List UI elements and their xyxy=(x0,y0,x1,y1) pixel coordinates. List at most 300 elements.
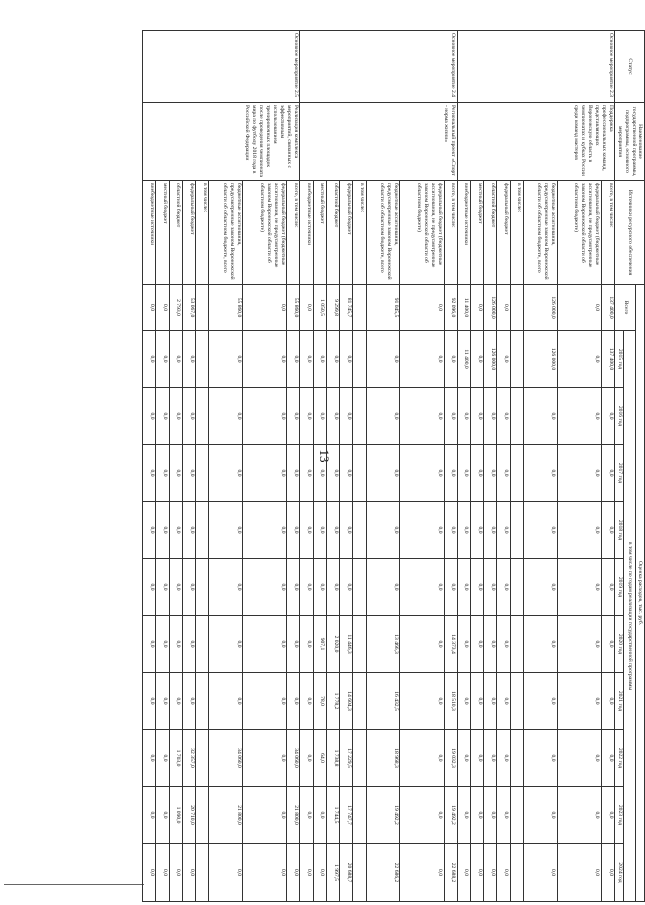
cell-year-value: 0,0 xyxy=(400,787,444,844)
cell-total: 0,0 xyxy=(470,285,483,331)
cell-year-value: 0,0 xyxy=(497,787,510,844)
group-status: Основное мероприятие 2.5 xyxy=(143,31,300,103)
cell-year-value: 0,0 xyxy=(243,787,287,844)
cell-year-value xyxy=(196,616,209,673)
cell-year-value: 0,0 xyxy=(444,559,457,616)
cell-year-value: 0,0 xyxy=(182,331,195,388)
cell-year-value: 0,0 xyxy=(457,787,470,844)
cell-year-value: 18 510,3 xyxy=(444,673,457,730)
cell-year-value xyxy=(510,673,523,730)
cell-year-value: 0,0 xyxy=(557,673,601,730)
cell-year-value: 14 604,3 xyxy=(340,673,353,730)
header-year: 2022 год xyxy=(615,730,624,787)
header-status: Статус xyxy=(615,31,645,103)
funding-source: внебюджетные источники xyxy=(300,181,313,285)
cell-year-value: 20 710,0 xyxy=(182,787,195,844)
cell-year-value: 0,0 xyxy=(523,730,557,787)
cell-total: 55 860,0 xyxy=(287,285,300,331)
cell-year-value: 0,0 xyxy=(243,673,287,730)
cell-year-value: 0,0 xyxy=(287,559,300,616)
funding-source: федеральный бюджет (бюджетные ассигнования, не предусмотренные законом Воронежской области об областном бюджете) xyxy=(243,181,287,285)
cell-year-value: 0,0 xyxy=(300,445,313,502)
cell-year-value: 0,0 xyxy=(243,502,287,559)
cell-total: 0,0 xyxy=(143,285,156,331)
cell-year-value: 0,0 xyxy=(444,445,457,502)
cell-year-value: 0,0 xyxy=(169,616,182,673)
cell-year-value: 0,0 xyxy=(340,445,353,502)
cell-year-value: 0,0 xyxy=(143,787,156,844)
table-row xyxy=(601,31,614,902)
budget-table xyxy=(142,30,645,902)
funding-source: областной бюджет xyxy=(484,181,497,285)
cell-year-value: 0,0 xyxy=(300,787,313,844)
cell-total xyxy=(510,285,523,331)
cell-year-value: 17 229,5 xyxy=(340,730,353,787)
cell-total: 126 000,0 xyxy=(523,285,557,331)
cell-year-value: 0,0 xyxy=(457,730,470,787)
cell-year-value: 0,0 xyxy=(457,844,470,902)
cell-year-value: 0,0 xyxy=(557,616,601,673)
cell-year-value: 0,0 xyxy=(326,502,339,559)
cell-total: 126 000,0 xyxy=(484,285,497,331)
funding-source: всего, в том числе: xyxy=(444,181,457,285)
cell-total: 0,0 xyxy=(156,285,169,331)
cell-year-value: 0,0 xyxy=(209,502,243,559)
cell-year-value: 0,0 xyxy=(156,388,169,445)
cell-year-value: 0,0 xyxy=(400,388,444,445)
cell-year-value: 0,0 xyxy=(366,445,400,502)
cell-year-value xyxy=(510,616,523,673)
cell-year-value: 0,0 xyxy=(400,445,444,502)
cell-year-value: 0,0 xyxy=(243,445,287,502)
cell-year-value: 0,0 xyxy=(484,730,497,787)
cell-year-value: 0,0 xyxy=(340,331,353,388)
funding-source: в том числе: xyxy=(353,181,366,285)
header-year: 2020 год xyxy=(615,616,624,673)
cell-year-value xyxy=(196,730,209,787)
cell-year-value: 0,0 xyxy=(557,559,601,616)
cell-year-value: 0,0 xyxy=(243,559,287,616)
cell-year-value: 17 747,7 xyxy=(340,787,353,844)
cell-year-value: 0,0 xyxy=(182,673,195,730)
cell-year-value: 0,0 xyxy=(557,844,601,902)
cell-year-value: 0,0 xyxy=(470,616,483,673)
cell-year-value: 34 060,0 xyxy=(209,730,243,787)
cell-year-value: 0,0 xyxy=(470,787,483,844)
cell-year-value: 0,0 xyxy=(300,502,313,559)
cell-year-value: 0,0 xyxy=(484,787,497,844)
cell-year-value: 0,0 xyxy=(523,844,557,902)
cell-year-value: 0,0 xyxy=(497,388,510,445)
cell-year-value xyxy=(510,331,523,388)
cell-year-value: 34 060,0 xyxy=(287,730,300,787)
group-status: Основное мероприятие 2.3 xyxy=(457,31,614,103)
cell-year-value: 0,0 xyxy=(287,502,300,559)
group-name: Региональный проект «Спорт - норма жизни» xyxy=(300,103,457,181)
cell-year-value: 0,0 xyxy=(209,616,243,673)
cell-year-value: 0,0 xyxy=(470,673,483,730)
funding-source: внебюджетные источники xyxy=(457,181,470,285)
cell-year-value xyxy=(510,844,523,902)
funding-source: федеральный бюджет (бюджетные ассигнования, не предусмотренные законом Воронежской области об областном бюджете) xyxy=(400,181,444,285)
cell-year-value: 18 968,3 xyxy=(366,730,400,787)
cell-year-value: 0,0 xyxy=(340,502,353,559)
funding-source: местный бюджет xyxy=(470,181,483,285)
cell-total: 11 400,0 xyxy=(457,285,470,331)
cell-year-value: 0,0 xyxy=(169,673,182,730)
cell-year-value: 13 466,3 xyxy=(366,616,400,673)
cell-year-value xyxy=(196,388,209,445)
cell-year-value: 1 778,2 xyxy=(326,673,339,730)
cell-year-value: 1 997,5 xyxy=(326,844,339,902)
funding-source: бюджетные ассигнования, предусмотренные законом Воронежской области об областном бюджете, всего xyxy=(523,181,557,285)
cell-year-value: 0,0 xyxy=(209,844,243,902)
cell-year-value: 21 800,0 xyxy=(287,787,300,844)
cell-year-value: 0,0 xyxy=(484,559,497,616)
cell-year-value: 0,0 xyxy=(470,331,483,388)
funding-source: федеральный бюджет xyxy=(182,181,195,285)
header-total: Всего xyxy=(615,285,636,331)
cell-year-value: 0,0 xyxy=(300,673,313,730)
cell-year-value: 0,0 xyxy=(497,730,510,787)
cell-year-value: 0,0 xyxy=(601,844,614,902)
cell-year-value: 0,0 xyxy=(484,388,497,445)
cell-year-value: 0,0 xyxy=(444,331,457,388)
header-year: 2017 год xyxy=(615,445,624,502)
cell-year-value: 0,0 xyxy=(601,445,614,502)
cell-year-value: 0,0 xyxy=(601,559,614,616)
cell-year-value: 0,0 xyxy=(326,559,339,616)
cell-year-value xyxy=(196,844,209,902)
cell-year-value: 0,0 xyxy=(523,445,557,502)
cell-year-value: 0,0 xyxy=(366,388,400,445)
cell-year-value: 0,0 xyxy=(209,673,243,730)
header-estimate: Оценка расходов, тыс. руб. xyxy=(636,285,645,902)
cell-year-value: 0,0 xyxy=(470,844,483,902)
funding-source: бюджетные ассигнования, предусмотренные законом Воронежской области об областном бюджете, всего xyxy=(209,181,243,285)
funding-source: всего, в том числе: xyxy=(601,181,614,285)
cell-total: 1 050,5 xyxy=(313,285,326,331)
cell-year-value: 1 703,0 xyxy=(169,730,182,787)
cell-year-value: 0,0 xyxy=(484,673,497,730)
cell-year-value: 0,0 xyxy=(243,730,287,787)
cell-total: 0,0 xyxy=(300,285,313,331)
cell-year-value: 0,0 xyxy=(287,616,300,673)
cell-year-value: 11 446,3 xyxy=(340,616,353,673)
page-number: 13 xyxy=(317,449,332,463)
cell-year-value: 0,0 xyxy=(300,559,313,616)
cell-year-value: 0,0 xyxy=(523,673,557,730)
cell-year-value: 0,0 xyxy=(601,787,614,844)
cell-year-value: 0,0 xyxy=(313,844,326,902)
cell-year-value: 0,0 xyxy=(557,331,601,388)
cell-year-value xyxy=(353,616,366,673)
cell-year-value: 0,0 xyxy=(156,673,169,730)
cell-year-value: 0,0 xyxy=(444,388,457,445)
cell-year-value: 0,0 xyxy=(182,445,195,502)
cell-year-value: 0,0 xyxy=(523,388,557,445)
funding-source: в том числе: xyxy=(196,181,209,285)
cell-year-value: 0,0 xyxy=(287,844,300,902)
cell-year-value xyxy=(196,673,209,730)
funding-source: местный бюджет xyxy=(156,181,169,285)
cell-year-value: 0,0 xyxy=(143,331,156,388)
rotated-table-container xyxy=(145,30,645,900)
cell-year-value: 0,0 xyxy=(300,730,313,787)
cell-year-value xyxy=(196,331,209,388)
cell-year-value: 0,0 xyxy=(400,844,444,902)
cell-total: 0,0 xyxy=(243,285,287,331)
cell-year-value: 0,0 xyxy=(484,616,497,673)
cell-year-value: 0,0 xyxy=(143,844,156,902)
cell-year-value: 0,0 xyxy=(313,502,326,559)
cell-year-value: 0,0 xyxy=(156,331,169,388)
cell-year-value: 22 688,2 xyxy=(444,844,457,902)
cell-year-value: 19 492,2 xyxy=(444,787,457,844)
cell-year-value: 0,0 xyxy=(601,388,614,445)
cell-year-value: 0,0 xyxy=(209,559,243,616)
cell-year-value: 0,0 xyxy=(400,331,444,388)
cell-year-value: 0,0 xyxy=(497,559,510,616)
cell-year-value: 0,0 xyxy=(523,559,557,616)
cell-year-value: 0,0 xyxy=(156,559,169,616)
cell-year-value: 0,0 xyxy=(169,502,182,559)
cell-year-value: 0,0 xyxy=(169,445,182,502)
cell-year-value xyxy=(353,673,366,730)
header-year: 2021 год xyxy=(615,673,624,730)
cell-year-value xyxy=(353,388,366,445)
funding-source: федеральный бюджет xyxy=(497,181,510,285)
cell-year-value: 0,0 xyxy=(287,673,300,730)
cell-year-value xyxy=(510,787,523,844)
cell-year-value: 0,0 xyxy=(444,502,457,559)
cell-year-value xyxy=(196,787,209,844)
cell-year-value xyxy=(196,559,209,616)
cell-year-value: 14 373,4 xyxy=(444,616,457,673)
header-source: Источники ресурсного обеспечения xyxy=(615,181,645,285)
cell-year-value: 0,0 xyxy=(497,502,510,559)
cell-year-value: 0,0 xyxy=(523,616,557,673)
header-year: 2023 год xyxy=(615,787,624,844)
cell-year-value: 0,0 xyxy=(313,445,326,502)
cell-year-value: 0,0 xyxy=(243,331,287,388)
group-name: Реализация комплекса мероприятий, связанных с эффективным использованием тренировочных площадок после проведения чемпионата мира по футболу 2018 года в Российской Федерации xyxy=(143,103,300,181)
cell-year-value: 0,0 xyxy=(470,730,483,787)
cell-total: 81 745,7 xyxy=(340,285,353,331)
cell-year-value: 0,0 xyxy=(523,502,557,559)
cell-year-value: 0,0 xyxy=(326,445,339,502)
cell-year-value: 0,0 xyxy=(470,559,483,616)
cell-year-value: 0,0 xyxy=(557,787,601,844)
cell-year-value: 0,0 xyxy=(470,388,483,445)
cell-year-value: 0,0 xyxy=(143,673,156,730)
cell-year-value: 0,0 xyxy=(209,445,243,502)
cell-year-value: 0,0 xyxy=(300,616,313,673)
cell-year-value: 0,0 xyxy=(484,445,497,502)
cell-total: 2 793,0 xyxy=(169,285,182,331)
cell-year-value: 1 738,8 xyxy=(326,730,339,787)
cell-year-value xyxy=(510,559,523,616)
cell-year-value: 0,0 xyxy=(326,331,339,388)
cell-year-value: 137 400,0 xyxy=(601,331,614,388)
cell-year-value: 0,0 xyxy=(523,787,557,844)
cell-year-value: 78,0 xyxy=(313,673,326,730)
cell-year-value: 0,0 xyxy=(243,616,287,673)
cell-year-value: 0,0 xyxy=(182,616,195,673)
cell-year-value: 0,0 xyxy=(169,331,182,388)
cell-year-value: 0,0 xyxy=(557,388,601,445)
cell-year-value: 0,0 xyxy=(287,331,300,388)
cell-year-value: 0,0 xyxy=(497,616,510,673)
cell-year-value: 32 357,0 xyxy=(182,730,195,787)
cell-year-value: 0,0 xyxy=(557,730,601,787)
cell-year-value xyxy=(196,502,209,559)
cell-year-value: 0,0 xyxy=(400,502,444,559)
margin-rule xyxy=(4,884,144,885)
cell-year-value: 0,0 xyxy=(457,616,470,673)
cell-year-value: 0,0 xyxy=(497,331,510,388)
cell-year-value: 21 800,0 xyxy=(209,787,243,844)
cell-year-value: 0,0 xyxy=(143,559,156,616)
cell-year-value: 126 000,0 xyxy=(484,331,497,388)
cell-year-value: 0,0 xyxy=(457,673,470,730)
cell-year-value: 0,0 xyxy=(169,844,182,902)
cell-year-value: 22 686,2 xyxy=(366,844,400,902)
cell-year-value: 0,0 xyxy=(601,673,614,730)
cell-year-value: 16 432,5 xyxy=(366,673,400,730)
cell-year-value xyxy=(353,844,366,902)
funding-source: внебюджетные источники xyxy=(143,181,156,285)
cell-total: 55 860,0 xyxy=(209,285,243,331)
cell-total: 0,0 xyxy=(497,285,510,331)
cell-total: 91 045,5 xyxy=(366,285,400,331)
cell-year-value: 0,0 xyxy=(156,616,169,673)
cell-year-value: 907,1 xyxy=(313,616,326,673)
cell-year-value: 0,0 xyxy=(340,559,353,616)
cell-total xyxy=(196,285,209,331)
cell-year-value: 0,0 xyxy=(243,844,287,902)
cell-year-value: 0,0 xyxy=(400,730,444,787)
cell-year-value: 0,0 xyxy=(557,502,601,559)
cell-year-value: 0,0 xyxy=(557,445,601,502)
cell-year-value: 0,0 xyxy=(143,730,156,787)
cell-year-value: 0,0 xyxy=(156,445,169,502)
cell-year-value: 0,0 xyxy=(209,388,243,445)
cell-year-value: 64,0 xyxy=(313,730,326,787)
cell-year-value: 0,0 xyxy=(497,844,510,902)
cell-year-value: 2 020,0 xyxy=(326,616,339,673)
funding-source: федеральный бюджет xyxy=(340,181,353,285)
table-body xyxy=(143,31,615,902)
funding-source: в том числе: xyxy=(510,181,523,285)
cell-total: 137 400,0 xyxy=(601,285,614,331)
cell-year-value: 0,0 xyxy=(143,502,156,559)
cell-year-value: 0,0 xyxy=(143,616,156,673)
cell-year-value: 0,0 xyxy=(484,844,497,902)
header-year: 2016 год xyxy=(615,388,624,445)
cell-year-value: 0,0 xyxy=(300,388,313,445)
cell-year-value: 0,0 xyxy=(484,502,497,559)
cell-year-value xyxy=(510,730,523,787)
cell-year-value xyxy=(353,559,366,616)
cell-year-value: 0,0 xyxy=(366,331,400,388)
cell-year-value: 0,0 xyxy=(182,559,195,616)
cell-year-value xyxy=(510,502,523,559)
funding-source: областной бюджет xyxy=(326,181,339,285)
cell-year-value: 0,0 xyxy=(313,331,326,388)
cell-year-value: 0,0 xyxy=(169,388,182,445)
cell-year-value: 0,0 xyxy=(313,559,326,616)
cell-year-value: 0,0 xyxy=(313,388,326,445)
cell-year-value: 0,0 xyxy=(457,502,470,559)
cell-year-value xyxy=(510,388,523,445)
cell-year-value: 0,0 xyxy=(326,388,339,445)
cell-year-value: 0,0 xyxy=(497,445,510,502)
funding-source: областной бюджет xyxy=(169,181,182,285)
cell-total xyxy=(353,285,366,331)
header-by-years: в том числе по годам реализации государственной программы xyxy=(624,331,636,902)
cell-year-value: 0,0 xyxy=(366,559,400,616)
funding-source: всего, в том числе: xyxy=(287,181,300,285)
group-status: Основное мероприятие 2.4 xyxy=(300,31,457,103)
cell-year-value: 1 744,5 xyxy=(326,787,339,844)
cell-year-value: 0,0 xyxy=(156,730,169,787)
cell-year-value: 0,0 xyxy=(300,844,313,902)
cell-year-value: 0,0 xyxy=(182,844,195,902)
cell-year-value: 0,0 xyxy=(156,787,169,844)
cell-year-value: 0,0 xyxy=(182,388,195,445)
cell-year-value: 20 688,7 xyxy=(340,844,353,902)
cell-year-value: 0,0 xyxy=(156,844,169,902)
cell-year-value: 0,0 xyxy=(169,559,182,616)
cell-year-value: 19 492,2 xyxy=(366,787,400,844)
group-name: Поддержка профессиональных команд, представляющих Воронежскую область в чемпионатах и кубках России среди команд мастеров xyxy=(457,103,614,181)
cell-year-value xyxy=(196,445,209,502)
cell-year-value xyxy=(353,787,366,844)
header-year: 2018 год xyxy=(615,502,624,559)
cell-year-value: 0,0 xyxy=(313,787,326,844)
header-row-1 xyxy=(636,31,645,902)
header-name: Наименование государственной программы, подпрограммы, основного мероприятия xyxy=(615,103,645,181)
cell-year-value: 19 032,3 xyxy=(444,730,457,787)
cell-year-value: 0,0 xyxy=(243,388,287,445)
cell-year-value: 0,0 xyxy=(470,445,483,502)
cell-year-value: 0,0 xyxy=(287,388,300,445)
table-row xyxy=(287,31,300,902)
cell-year-value xyxy=(353,331,366,388)
header-year: 2024 год xyxy=(615,844,624,902)
cell-year-value: 0,0 xyxy=(457,559,470,616)
table-row xyxy=(444,31,457,902)
cell-year-value: 0,0 xyxy=(601,616,614,673)
cell-total: 0,0 xyxy=(557,285,601,331)
cell-year-value: 0,0 xyxy=(287,445,300,502)
cell-year-value: 0,0 xyxy=(300,331,313,388)
cell-year-value: 11 400,0 xyxy=(457,331,470,388)
header-year: 2019 год xyxy=(615,559,624,616)
cell-year-value: 0,0 xyxy=(497,673,510,730)
cell-year-value xyxy=(353,502,366,559)
cell-year-value: 0,0 xyxy=(457,388,470,445)
cell-year-value: 0,0 xyxy=(182,502,195,559)
funding-source: бюджетные ассигнования, предусмотренные законом Воронежской области об областном бюджете, всего xyxy=(366,181,400,285)
cell-year-value xyxy=(353,445,366,502)
cell-year-value: 0,0 xyxy=(601,502,614,559)
cell-total: 0,0 xyxy=(400,285,444,331)
cell-total: 92 096,0 xyxy=(444,285,457,331)
funding-source: местный бюджет xyxy=(313,181,326,285)
cell-year-value: 0,0 xyxy=(143,445,156,502)
